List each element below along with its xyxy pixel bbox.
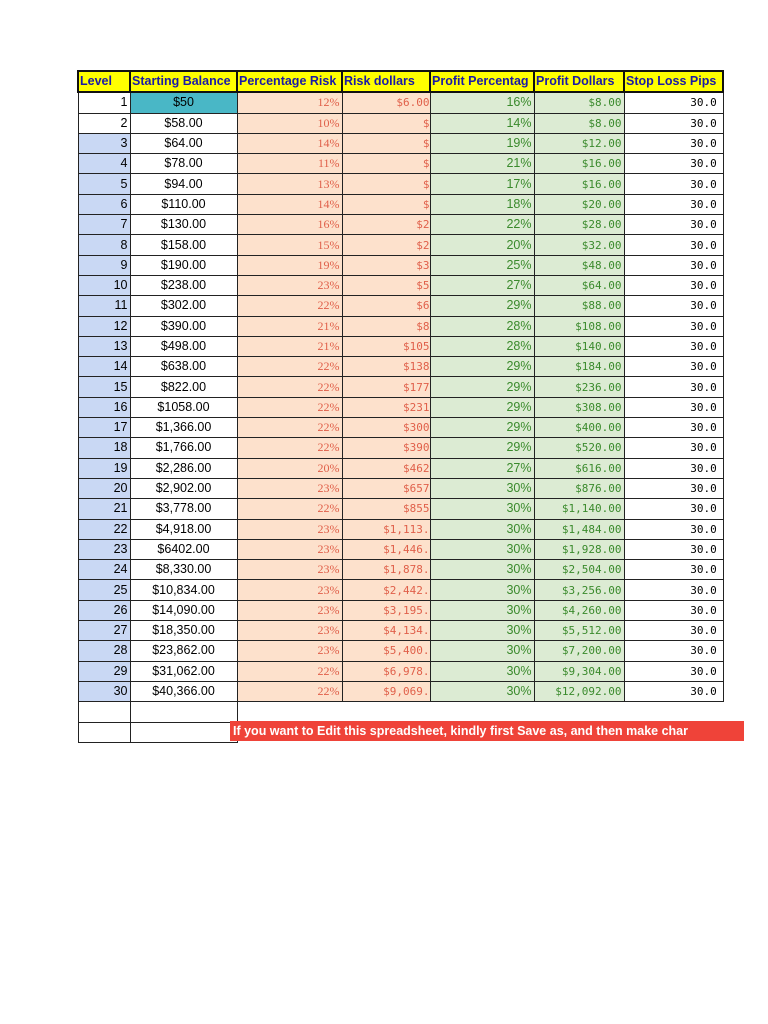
trading-plan-table [77, 70, 724, 743]
cell-risk-dollars[interactable]: $ [342, 194, 430, 214]
cell-stop-loss-pips[interactable]: 30.0 [624, 681, 723, 701]
header-percentage-risk[interactable]: Percentage Risk [237, 71, 342, 92]
cell-profit-percentage[interactable]: 30% [430, 539, 534, 559]
cell-percentage-risk[interactable]: 22% [237, 438, 342, 458]
cell-level[interactable]: 12 [78, 316, 130, 336]
table-row [78, 377, 723, 397]
cell-risk-dollars[interactable]: $462 [342, 458, 430, 478]
cell-starting-balance[interactable]: $23,862.00 [130, 641, 237, 661]
cell-stop-loss-pips[interactable]: 30.0 [624, 580, 723, 600]
cell-starting-balance[interactable]: $390.00 [130, 316, 237, 336]
empty-cell[interactable] [130, 722, 237, 742]
cell-stop-loss-pips[interactable]: 30.0 [624, 621, 723, 641]
cell-starting-balance[interactable]: $238.00 [130, 275, 237, 295]
cell-profit-percentage[interactable]: 30% [430, 641, 534, 661]
empty-span [237, 702, 723, 722]
cell-stop-loss-pips[interactable]: 30.0 [624, 275, 723, 295]
cell-profit-percentage[interactable]: 29% [430, 438, 534, 458]
cell-stop-loss-pips[interactable]: 30.0 [624, 235, 723, 255]
table-row [78, 296, 723, 316]
table-row [78, 255, 723, 275]
cell-percentage-risk[interactable]: 13% [237, 174, 342, 194]
cell-profit-percentage[interactable]: 21% [430, 154, 534, 174]
cell-risk-dollars[interactable]: $3 [342, 255, 430, 275]
cell-starting-balance[interactable]: $4,918.00 [130, 519, 237, 539]
header-profit-percentage[interactable]: Profit Percentag [430, 71, 534, 92]
cell-level[interactable]: 4 [78, 154, 130, 174]
header-starting-balance[interactable]: Starting Balance [130, 71, 237, 92]
header-profit-dollars[interactable]: Profit Dollars [534, 71, 624, 92]
cell-level[interactable]: 26 [78, 600, 130, 620]
empty-cell[interactable] [78, 722, 130, 742]
cell-percentage-risk[interactable]: 12% [237, 92, 342, 113]
cell-profit-dollars[interactable]: $520.00 [534, 438, 624, 458]
cell-profit-dollars[interactable]: $8.00 [534, 92, 624, 113]
cell-starting-balance[interactable]: $1058.00 [130, 397, 237, 417]
table-row [78, 235, 723, 255]
cell-risk-dollars[interactable]: $ [342, 154, 430, 174]
cell-percentage-risk[interactable]: 15% [237, 235, 342, 255]
cell-level[interactable]: 1 [78, 92, 130, 113]
empty-cell[interactable] [130, 702, 237, 722]
table-row [78, 458, 723, 478]
cell-starting-balance[interactable]: $78.00 [130, 154, 237, 174]
cell-stop-loss-pips[interactable]: 30.0 [624, 560, 723, 580]
cell-level[interactable]: 20 [78, 478, 130, 498]
cell-profit-percentage[interactable]: 19% [430, 133, 534, 153]
cell-profit-percentage[interactable]: 30% [430, 560, 534, 580]
cell-stop-loss-pips[interactable]: 30.0 [624, 418, 723, 438]
cell-profit-percentage[interactable]: 29% [430, 397, 534, 417]
table-row [78, 316, 723, 336]
cell-starting-balance[interactable]: $18,350.00 [130, 621, 237, 641]
cell-percentage-risk[interactable]: 21% [237, 316, 342, 336]
cell-level[interactable]: 25 [78, 580, 130, 600]
table-row [78, 661, 723, 681]
cell-profit-percentage[interactable]: 27% [430, 458, 534, 478]
cell-starting-balance[interactable]: $94.00 [130, 174, 237, 194]
cell-risk-dollars[interactable]: $3,195. [342, 600, 430, 620]
cell-risk-dollars[interactable]: $1,878. [342, 560, 430, 580]
cell-starting-balance[interactable]: $31,062.00 [130, 661, 237, 681]
table-row [78, 113, 723, 133]
cell-profit-percentage[interactable]: 22% [430, 215, 534, 235]
cell-level[interactable]: 14 [78, 357, 130, 377]
cell-risk-dollars[interactable]: $390 [342, 438, 430, 458]
cell-starting-balance[interactable]: $3,778.00 [130, 499, 237, 519]
cell-starting-balance[interactable]: $14,090.00 [130, 600, 237, 620]
cell-profit-percentage[interactable]: 16% [430, 92, 534, 113]
cell-starting-balance[interactable]: $50 [130, 92, 237, 113]
cell-profit-dollars[interactable]: $12,092.00 [534, 681, 624, 701]
cell-percentage-risk[interactable]: 21% [237, 336, 342, 356]
cell-percentage-risk[interactable]: 22% [237, 418, 342, 438]
cell-profit-dollars[interactable]: $7,200.00 [534, 641, 624, 661]
cell-profit-dollars[interactable]: $32.00 [534, 235, 624, 255]
cell-starting-balance[interactable]: $58.00 [130, 113, 237, 133]
cell-profit-percentage[interactable]: 29% [430, 418, 534, 438]
cell-level[interactable]: 28 [78, 641, 130, 661]
cell-profit-percentage[interactable]: 28% [430, 316, 534, 336]
cell-level[interactable]: 3 [78, 133, 130, 153]
cell-percentage-risk[interactable]: 10% [237, 113, 342, 133]
cell-percentage-risk[interactable]: 23% [237, 600, 342, 620]
cell-profit-percentage[interactable]: 30% [430, 499, 534, 519]
cell-percentage-risk[interactable]: 14% [237, 133, 342, 153]
cell-level[interactable]: 24 [78, 560, 130, 580]
cell-stop-loss-pips[interactable]: 30.0 [624, 336, 723, 356]
cell-stop-loss-pips[interactable]: 30.0 [624, 458, 723, 478]
table-row [78, 336, 723, 356]
table-row [78, 621, 723, 641]
cell-stop-loss-pips[interactable]: 30.0 [624, 296, 723, 316]
cell-level[interactable]: 6 [78, 194, 130, 214]
cell-profit-percentage[interactable]: 30% [430, 681, 534, 701]
cell-percentage-risk[interactable]: 23% [237, 519, 342, 539]
table-row [78, 560, 723, 580]
cell-profit-percentage[interactable]: 14% [430, 113, 534, 133]
cell-profit-dollars[interactable]: $20.00 [534, 194, 624, 214]
table-row [78, 174, 723, 194]
table-row [78, 154, 723, 174]
cell-profit-dollars[interactable]: $48.00 [534, 255, 624, 275]
cell-risk-dollars[interactable]: $ [342, 113, 430, 133]
cell-stop-loss-pips[interactable]: 30.0 [624, 377, 723, 397]
cell-risk-dollars[interactable]: $2 [342, 215, 430, 235]
cell-percentage-risk[interactable]: 22% [237, 377, 342, 397]
cell-percentage-risk[interactable]: 23% [237, 275, 342, 295]
cell-profit-dollars[interactable]: $12.00 [534, 133, 624, 153]
cell-profit-percentage[interactable]: 28% [430, 336, 534, 356]
cell-profit-dollars[interactable]: $88.00 [534, 296, 624, 316]
cell-profit-dollars[interactable]: $1,140.00 [534, 499, 624, 519]
cell-stop-loss-pips[interactable]: 30.0 [624, 92, 723, 113]
cell-profit-dollars[interactable]: $400.00 [534, 418, 624, 438]
table-row [78, 600, 723, 620]
cell-risk-dollars[interactable]: $177 [342, 377, 430, 397]
cell-stop-loss-pips[interactable]: 30.0 [624, 133, 723, 153]
cell-starting-balance[interactable]: $498.00 [130, 336, 237, 356]
cell-risk-dollars[interactable]: $657 [342, 478, 430, 498]
cell-stop-loss-pips[interactable]: 30.0 [624, 357, 723, 377]
cell-stop-loss-pips[interactable]: 30.0 [624, 255, 723, 275]
cell-risk-dollars[interactable]: $300 [342, 418, 430, 438]
cell-starting-balance[interactable]: $822.00 [130, 377, 237, 397]
cell-level[interactable]: 17 [78, 418, 130, 438]
cell-profit-dollars[interactable]: $4,260.00 [534, 600, 624, 620]
cell-profit-percentage[interactable]: 29% [430, 296, 534, 316]
cell-level[interactable]: 8 [78, 235, 130, 255]
cell-level[interactable]: 2 [78, 113, 130, 133]
cell-percentage-risk[interactable]: 23% [237, 580, 342, 600]
cell-stop-loss-pips[interactable]: 30.0 [624, 154, 723, 174]
cell-percentage-risk[interactable]: 16% [237, 215, 342, 235]
cell-profit-dollars[interactable]: $140.00 [534, 336, 624, 356]
cell-profit-percentage[interactable]: 30% [430, 661, 534, 681]
cell-profit-dollars[interactable]: $16.00 [534, 174, 624, 194]
cell-stop-loss-pips[interactable]: 30.0 [624, 478, 723, 498]
table-row [78, 681, 723, 701]
cell-profit-dollars[interactable]: $28.00 [534, 215, 624, 235]
cell-profit-dollars[interactable]: $1,928.00 [534, 539, 624, 559]
cell-starting-balance[interactable]: $158.00 [130, 235, 237, 255]
cell-starting-balance[interactable]: $130.00 [130, 215, 237, 235]
table-row [78, 499, 723, 519]
cell-starting-balance[interactable]: $2,286.00 [130, 458, 237, 478]
cell-stop-loss-pips[interactable]: 30.0 [624, 215, 723, 235]
cell-level[interactable]: 9 [78, 255, 130, 275]
cell-stop-loss-pips[interactable]: 30.0 [624, 499, 723, 519]
cell-percentage-risk[interactable]: 20% [237, 458, 342, 478]
cell-level[interactable]: 21 [78, 499, 130, 519]
cell-level[interactable]: 13 [78, 336, 130, 356]
cell-level[interactable]: 27 [78, 621, 130, 641]
cell-starting-balance[interactable]: $1,366.00 [130, 418, 237, 438]
cell-starting-balance[interactable]: $6402.00 [130, 539, 237, 559]
cell-risk-dollars[interactable]: $8 [342, 316, 430, 336]
cell-starting-balance[interactable]: $638.00 [130, 357, 237, 377]
cell-starting-balance[interactable]: $190.00 [130, 255, 237, 275]
cell-percentage-risk[interactable]: 22% [237, 296, 342, 316]
cell-risk-dollars[interactable]: $855 [342, 499, 430, 519]
cell-percentage-risk[interactable]: 23% [237, 478, 342, 498]
table-row [78, 519, 723, 539]
cell-stop-loss-pips[interactable]: 30.0 [624, 113, 723, 133]
cell-starting-balance[interactable]: $2,902.00 [130, 478, 237, 498]
cell-profit-dollars[interactable]: $9,304.00 [534, 661, 624, 681]
cell-risk-dollars[interactable]: $ [342, 174, 430, 194]
table-row [78, 133, 723, 153]
cell-level[interactable]: 16 [78, 397, 130, 417]
cell-risk-dollars[interactable]: $5,400. [342, 641, 430, 661]
cell-profit-dollars[interactable]: $876.00 [534, 478, 624, 498]
cell-risk-dollars[interactable]: $5 [342, 275, 430, 295]
cell-stop-loss-pips[interactable]: 30.0 [624, 600, 723, 620]
header-stop-loss-pips[interactable]: Stop Loss Pips [624, 71, 723, 92]
cell-stop-loss-pips[interactable]: 30.0 [624, 539, 723, 559]
table-row [78, 357, 723, 377]
cell-profit-percentage[interactable]: 30% [430, 519, 534, 539]
cell-stop-loss-pips[interactable]: 30.0 [624, 397, 723, 417]
cell-percentage-risk[interactable]: 23% [237, 560, 342, 580]
cell-risk-dollars[interactable]: $231 [342, 397, 430, 417]
cell-profit-dollars[interactable]: $308.00 [534, 397, 624, 417]
cell-percentage-risk[interactable]: 22% [237, 661, 342, 681]
cell-profit-dollars[interactable]: $616.00 [534, 458, 624, 478]
cell-risk-dollars[interactable]: $105 [342, 336, 430, 356]
cell-risk-dollars[interactable]: $ [342, 133, 430, 153]
cell-profit-dollars[interactable]: $3,256.00 [534, 580, 624, 600]
cell-stop-loss-pips[interactable]: 30.0 [624, 519, 723, 539]
cell-profit-percentage[interactable]: 30% [430, 600, 534, 620]
cell-starting-balance[interactable]: $1,766.00 [130, 438, 237, 458]
cell-percentage-risk[interactable]: 11% [237, 154, 342, 174]
cell-stop-loss-pips[interactable]: 30.0 [624, 661, 723, 681]
cell-percentage-risk[interactable]: 22% [237, 397, 342, 417]
cell-starting-balance[interactable]: $8,330.00 [130, 560, 237, 580]
cell-percentage-risk[interactable]: 14% [237, 194, 342, 214]
cell-percentage-risk[interactable]: 23% [237, 539, 342, 559]
cell-level[interactable]: 7 [78, 215, 130, 235]
cell-profit-percentage[interactable]: 30% [430, 580, 534, 600]
cell-stop-loss-pips[interactable]: 30.0 [624, 438, 723, 458]
cell-level[interactable]: 29 [78, 661, 130, 681]
cell-stop-loss-pips[interactable]: 30.0 [624, 641, 723, 661]
cell-profit-dollars[interactable]: $64.00 [534, 275, 624, 295]
cell-risk-dollars[interactable]: $6,978. [342, 661, 430, 681]
cell-risk-dollars[interactable]: $1,446. [342, 539, 430, 559]
cell-risk-dollars[interactable]: $9,069. [342, 681, 430, 701]
cell-profit-percentage[interactable]: 30% [430, 478, 534, 498]
cell-stop-loss-pips[interactable]: 30.0 [624, 316, 723, 336]
cell-risk-dollars[interactable]: $2 [342, 235, 430, 255]
cell-risk-dollars[interactable]: $4,134. [342, 621, 430, 641]
cell-stop-loss-pips[interactable]: 30.0 [624, 174, 723, 194]
cell-starting-balance[interactable]: $302.00 [130, 296, 237, 316]
table-row [78, 92, 723, 113]
cell-profit-dollars[interactable]: $236.00 [534, 377, 624, 397]
edit-notice-banner: If you want to Edit this spreadsheet, kindly first Save as, and then make char [230, 721, 744, 741]
cell-profit-percentage[interactable]: 25% [430, 255, 534, 275]
table-row [78, 539, 723, 559]
cell-starting-balance[interactable]: $10,834.00 [130, 580, 237, 600]
empty-cell[interactable] [78, 702, 130, 722]
cell-risk-dollars[interactable]: $138 [342, 357, 430, 377]
cell-profit-dollars[interactable]: $184.00 [534, 357, 624, 377]
table-row [78, 580, 723, 600]
cell-percentage-risk[interactable]: 22% [237, 357, 342, 377]
cell-level[interactable]: 22 [78, 519, 130, 539]
cell-risk-dollars[interactable]: $6 [342, 296, 430, 316]
cell-percentage-risk[interactable]: 22% [237, 499, 342, 519]
cell-percentage-risk[interactable]: 19% [237, 255, 342, 275]
empty-row [78, 702, 723, 722]
table-row [78, 215, 723, 235]
cell-level[interactable]: 19 [78, 458, 130, 478]
cell-risk-dollars[interactable]: $6.00 [342, 92, 430, 113]
cell-risk-dollars[interactable]: $1,113. [342, 519, 430, 539]
table-row [78, 418, 723, 438]
header-row [78, 71, 723, 92]
cell-percentage-risk[interactable]: 22% [237, 681, 342, 701]
table-row [78, 397, 723, 417]
cell-level[interactable]: 10 [78, 275, 130, 295]
cell-profit-dollars[interactable]: $1,484.00 [534, 519, 624, 539]
table-row [78, 194, 723, 214]
cell-starting-balance[interactable]: $110.00 [130, 194, 237, 214]
cell-level[interactable]: 15 [78, 377, 130, 397]
cell-level[interactable]: 11 [78, 296, 130, 316]
cell-profit-dollars[interactable]: $2,504.00 [534, 560, 624, 580]
cell-starting-balance[interactable]: $40,366.00 [130, 681, 237, 701]
table-row [78, 275, 723, 295]
cell-level[interactable]: 23 [78, 539, 130, 559]
cell-profit-percentage[interactable]: 29% [430, 377, 534, 397]
cell-level[interactable]: 30 [78, 681, 130, 701]
cell-profit-percentage[interactable]: 29% [430, 357, 534, 377]
cell-profit-percentage[interactable]: 20% [430, 235, 534, 255]
table-row [78, 438, 723, 458]
cell-percentage-risk[interactable]: 23% [237, 621, 342, 641]
header-level[interactable]: Level [78, 71, 130, 92]
cell-profit-dollars[interactable]: $5,512.00 [534, 621, 624, 641]
cell-profit-percentage[interactable]: 18% [430, 194, 534, 214]
cell-starting-balance[interactable]: $64.00 [130, 133, 237, 153]
cell-risk-dollars[interactable]: $2,442. [342, 580, 430, 600]
cell-profit-percentage[interactable]: 27% [430, 275, 534, 295]
cell-profit-percentage[interactable]: 17% [430, 174, 534, 194]
header-risk-dollars[interactable]: Risk dollars [342, 71, 430, 92]
cell-profit-percentage[interactable]: 30% [430, 621, 534, 641]
cell-level[interactable]: 5 [78, 174, 130, 194]
cell-profit-dollars[interactable]: $16.00 [534, 154, 624, 174]
cell-profit-dollars[interactable]: $8.00 [534, 113, 624, 133]
cell-percentage-risk[interactable]: 23% [237, 641, 342, 661]
cell-profit-dollars[interactable]: $108.00 [534, 316, 624, 336]
cell-stop-loss-pips[interactable]: 30.0 [624, 194, 723, 214]
table-row [78, 478, 723, 498]
table-row [78, 641, 723, 661]
cell-level[interactable]: 18 [78, 438, 130, 458]
